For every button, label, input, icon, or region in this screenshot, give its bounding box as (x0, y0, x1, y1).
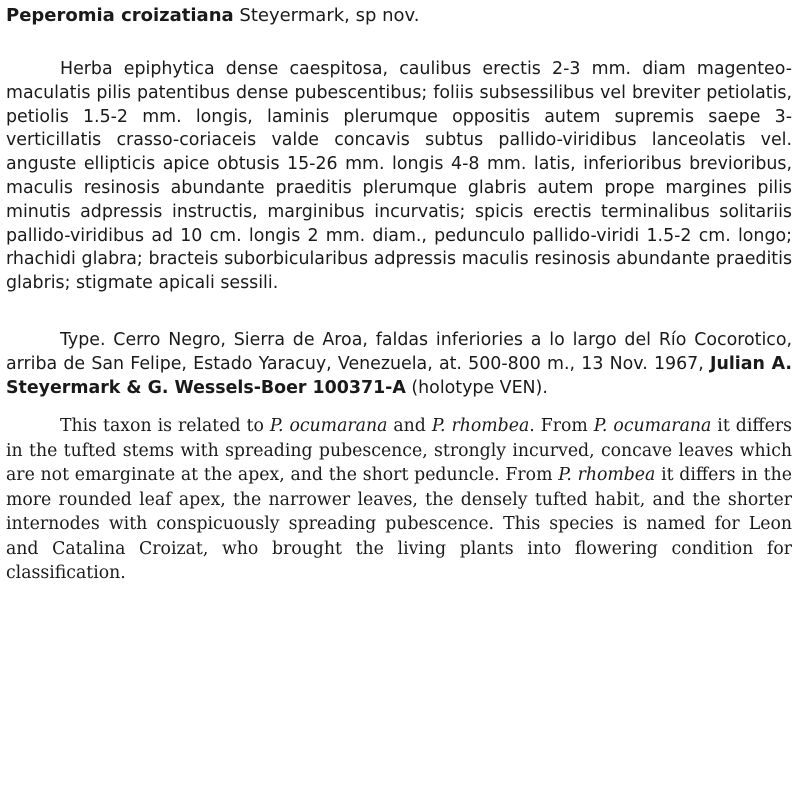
latin-description: Herba epiphytica dense caespitosa, caulibus erectis 2-3 mm. diam magenteo-maculatis pilis patentibus dense pubescentibus; foliis subsessilibus vel breviter petiolatis, petiolis 1.5-2 mm. longis, laminis plerumque oppositis autem supremis saepe 3-verticillatis crasso-coriaceis valde concavis subtus pallido-viridibus lanceolatis vel. anguste ellipticis apice obtusis 15-26 mm. longis 4-8 mm. latis, inferioribus brevioribus, maculis resinosis abundante praeditis plerumque glabris autem prope margines pilis minutis adpressis instructis, marginibus incurvatis; spicis erectis terminalibus solitariis pallido-viridibus ad 10 cm. longis 2 mm. diam., pedunculo pallido-viridi 1.5-2 cm. longo; rhachidi glabra; bracteis suborbicularibus adpressis maculis resinosis abundante praeditis glabris; stigmate apicali sessili. (6, 59, 792, 294)
species-authority: Steyermark, sp nov. (233, 5, 420, 26)
collector-names: Julian A. Steyermark & G. Wessels-Boer 100371-A (6, 353, 792, 398)
discussion-text: . From (529, 416, 594, 437)
type-locality: Type. Cerro Negro, Sierra de Aroa, faldas inferiories a lo largo del Río Cocorotico, arriba de San Felipe, Estado Yaracuy, Venezuela, at. 500-800 m., 13 Nov. 1967, (6, 329, 792, 374)
taxon-name-italic: P. rhombea (558, 465, 656, 486)
species-heading (6, 4, 792, 28)
taxon-name-italic: P. rhombea (431, 416, 530, 437)
holotype-note: (holotype VEN). (405, 377, 548, 398)
discussion-text: and (387, 416, 432, 437)
discussion-text: This taxon is related to (60, 416, 270, 437)
discussion-text: it differs in the tufted stems with spreading pubescence, strongly incurved, concave leaves which are not emarginate at the apex, and the short peduncle. From (6, 416, 792, 486)
discussion-text: it differs in the more rounded leaf apex, the narrower leaves, the densely tufted habit, and the shorter internodes with conspicuously spreading pubescence. This species is named for Leon and Catalina Croizat, who brought the living plants into flowering condition for classification. (6, 465, 792, 584)
taxon-name-italic: P. ocumarana (269, 416, 388, 437)
species-name: Peperomia croizatiana (6, 5, 234, 26)
type-specimen-paragraph (6, 329, 792, 400)
document-page (6, 4, 792, 586)
discussion-paragraph (6, 414, 792, 586)
taxon-name-italic: P. ocumarana (593, 416, 712, 437)
